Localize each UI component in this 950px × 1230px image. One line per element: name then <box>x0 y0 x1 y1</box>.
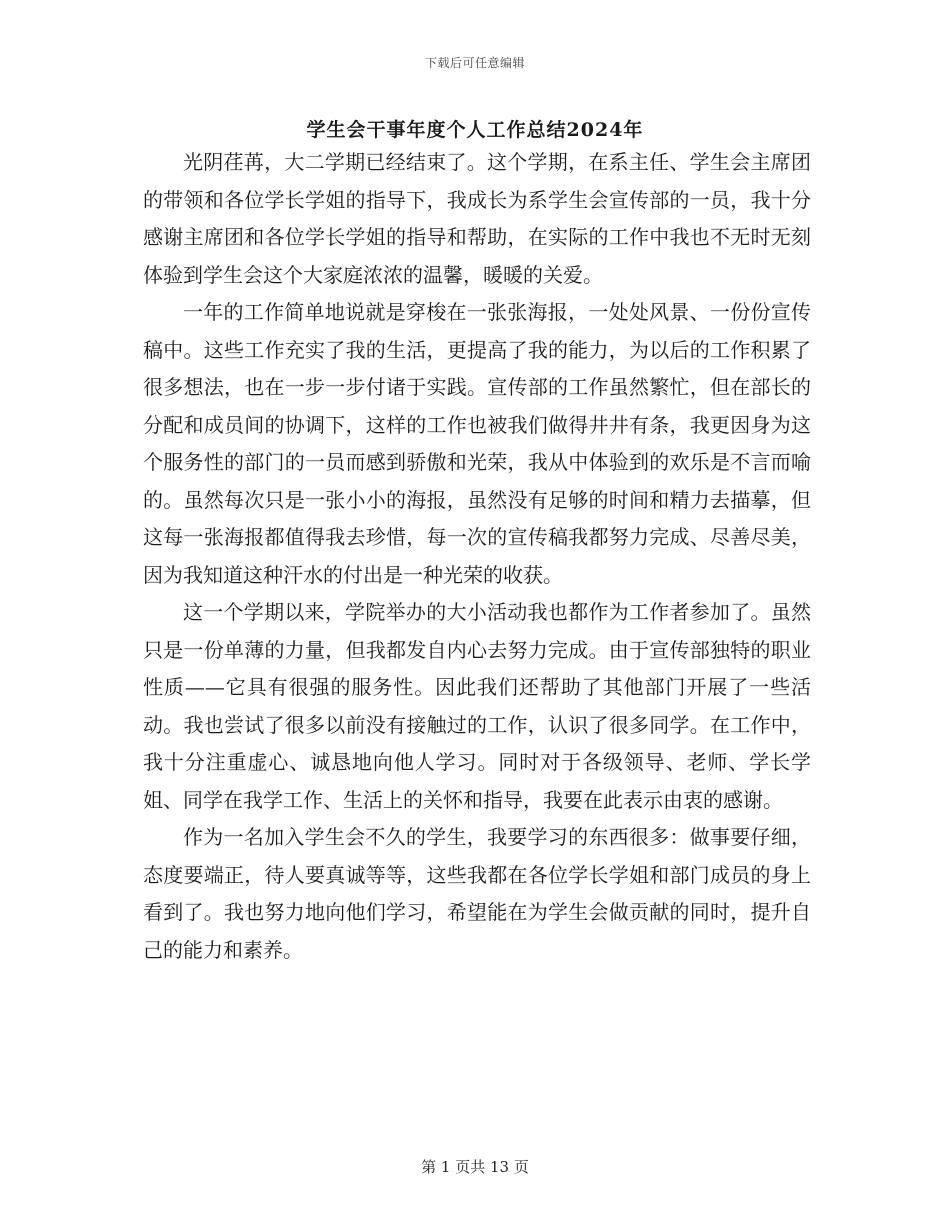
paragraph-4: 作为一名加入学生会不久的学生，我要学习的东西很多：做事要仔细，态度要端正，待人要真诚等等，这些我都在各位学长学姐和部门成员的身上看到了。我也努力地向他们学习，希望能在为学生会做贡献的同时，提升自己的能力和素养。 <box>143 825 811 962</box>
header-note: 下载后可任意编辑 <box>424 56 525 70</box>
page-footer: 第 1 页共 13 页 <box>421 1158 529 1176</box>
document-title: 学生会干事年度个人工作总结2024年 <box>306 119 644 141</box>
document-body <box>143 144 811 969</box>
paragraph-2: 一年的工作简单地说就是穿梭在一张张海报，一处处风景、一份份宣传稿中。这些工作充实了我的生活，更提高了我的能力，为以后的工作积累了很多想法，也在一步一步付诸于实践。宣传部的工作虽然繁忙，但在部长的分配和成员间的协调下，这样的工作也被我们做得井井有条，我更因身为这个服务性的部门的一员而感到骄傲和光荣，我从中体验到的欢乐是不言而喻的。虽然每次只是一张小小的海报，虽然没有足够的时间和精力去描摹，但这每一张海报都值得我去珍惜，每一次的宣传稿我都努力完成、尽善尽美，因为我知道这种汗水的付出是一种光荣的收获。 <box>143 300 811 587</box>
paragraph-1: 光阴荏苒，大二学期已经结束了。这个学期，在系主任、学生会主席团的带领和各位学长学姐的指导下，我成长为系学生会宣传部的一员，我十分感谢主席团和各位学长学姐的指导和帮助，在实际的工作中我也不无时无刻体验到学生会这个大家庭浓浓的温馨，暖暖的关爱。 <box>143 150 811 287</box>
paragraph-3: 这一个学期以来，学院举办的大小活动我也都作为工作者参加了。虽然只是一份单薄的力量，但我都发自内心去努力完成。由于宣传部独特的职业性质——它具有很强的服务性。因此我们还帮助了其他部门开展了一些活动。我也尝试了很多以前没有接触过的工作，认识了很多同学。在工作中，我十分注重虚心、诚恳地向他人学习。同时对于各级领导、老师、学长学姐、同学在我学工作、生活上的关怀和指导，我要在此表示由衷的感谢。 <box>143 600 811 812</box>
